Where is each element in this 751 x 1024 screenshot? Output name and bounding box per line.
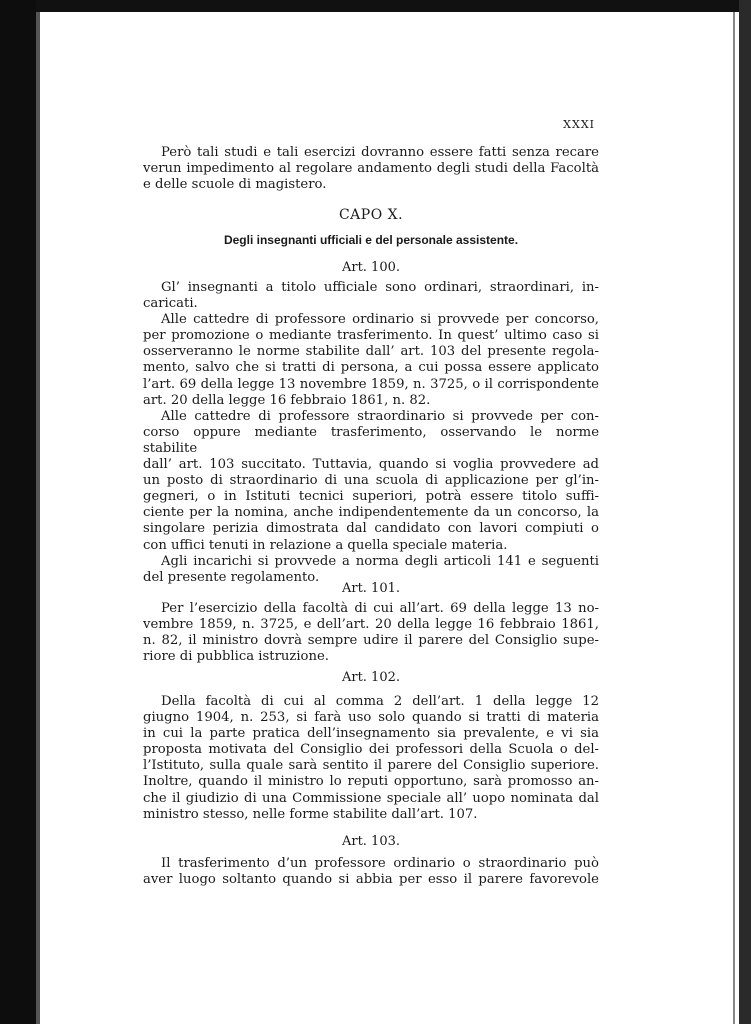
text-line: e delle scuole di magistero. <box>143 177 327 193</box>
chapter-heading: CAPO X. <box>338 207 404 223</box>
text-line: Agli incarichi si provvede a norma degli articoli 141 e seguenti <box>161 553 599 569</box>
text-line: aver luogo soltanto quando si abbia per esso il parere favorevole <box>143 872 599 888</box>
article-heading: Art. 102. <box>341 670 401 685</box>
article-103-body <box>143 856 599 888</box>
text-line: dall’ art. 103 succitato. Tuttavia, quando si voglia provvedere ad <box>143 457 599 473</box>
text-line: proposta motivata del Consiglio dei professori della Scuola o del- <box>143 742 599 758</box>
text-line: Alle cattedre di professore ordinario si provvede per concorso, <box>161 312 599 328</box>
text-line: del presente regolamento. <box>143 569 320 585</box>
text-line: Alle cattedre di professore straordinario si provvede per con- <box>161 408 599 424</box>
text-line: che il giudizio di una Commissione speciale all’ uopo nominata dal <box>143 790 599 806</box>
article-102-body <box>143 694 599 823</box>
text-line: giugno 1904, n. 253, si farà uso solo quando si tratti di materia <box>143 710 599 726</box>
text-line: Gl’ insegnanti a titolo ufficiale sono ordinari, straordinari, in- <box>161 280 599 295</box>
scan-border-top <box>0 0 751 12</box>
text-line: corso oppure mediante trasferimento, osservando le norme stabilite <box>143 424 599 456</box>
text-line: Il trasferimento d’un professore ordinario o straordinario può <box>161 856 599 871</box>
page-number: XXXI <box>563 118 595 131</box>
text-line: Inoltre, quando il ministro lo reputi opportuno, sarà promosso an- <box>143 774 599 790</box>
text-line: vembre 1859, n. 3725, e dell’art. 20 della legge 16 febbraio 1861, <box>143 617 599 633</box>
article-heading: Art. 103. <box>341 834 401 849</box>
text-line: art. 20 della legge 16 febbraio 1861, n. 82. <box>143 392 431 408</box>
article-heading: Art. 101. <box>341 581 401 596</box>
text-line: in cui la parte pratica dell’insegnamento sia prevalente, e vi sia <box>143 726 599 742</box>
text-line: Per l’esercizio della facoltà di cui all’art. 69 della legge 13 no- <box>161 601 599 616</box>
article-101-body <box>143 601 599 665</box>
intro-paragraph <box>143 145 599 193</box>
text-line: mento, salvo che si tratti di persona, a cui possa essere applicato <box>143 360 599 376</box>
scan-border-right <box>739 0 751 1024</box>
text-line: ciente per la nomina, anche indipendentemente da un concorso, la <box>143 505 599 521</box>
text-line: Però tali studi e tali esercizi dovranno essere fatti senza recare <box>161 145 599 160</box>
text-line: gegneri, o in Istituti tecnici superiori, potrà essere titolo suffi- <box>143 489 599 505</box>
text-line: ministro stesso, nelle forme stabilite dall’art. 107. <box>143 806 478 822</box>
text-line: un posto di straordinario di una scuola di applicazione per gl’in- <box>143 473 599 489</box>
scan-border-left <box>0 0 36 1024</box>
text-line: singolare perizia dimostrata dal candidato con lavori compiuti o <box>143 521 599 537</box>
text-line: verun impedimento al regolare andamento degli studi della Facoltà <box>143 161 599 177</box>
article-heading: Art. 100. <box>341 260 401 275</box>
text-line: Della facoltà di cui al comma 2 dell’art. 1 della legge 12 <box>161 694 599 709</box>
text-line: caricati. <box>143 296 198 312</box>
document-page <box>40 12 735 1024</box>
text-line: l’art. 69 della legge 13 novembre 1859, n. 3725, o il corrispondente <box>143 376 599 392</box>
article-100-body <box>143 280 599 586</box>
chapter-subtitle: Degli insegnanti ufficiali e del personale assistente. <box>223 233 519 247</box>
text-line: con uffici tenuti in relazione a quella speciale materia. <box>143 537 508 553</box>
text-line: osserveranno le norme stabilite dall’ art. 103 del presente regola- <box>143 344 599 360</box>
text-line: riore di pubblica istruzione. <box>143 649 329 665</box>
text-line: n. 82, il ministro dovrà sempre udire il parere del Consiglio supe- <box>143 633 599 649</box>
text-line: l’Istituto, sulla quale sarà sentito il parere del Consiglio superiore. <box>143 758 599 774</box>
text-line: per promozione o mediante trasferimento. In quest’ ultimo caso si <box>143 328 599 344</box>
